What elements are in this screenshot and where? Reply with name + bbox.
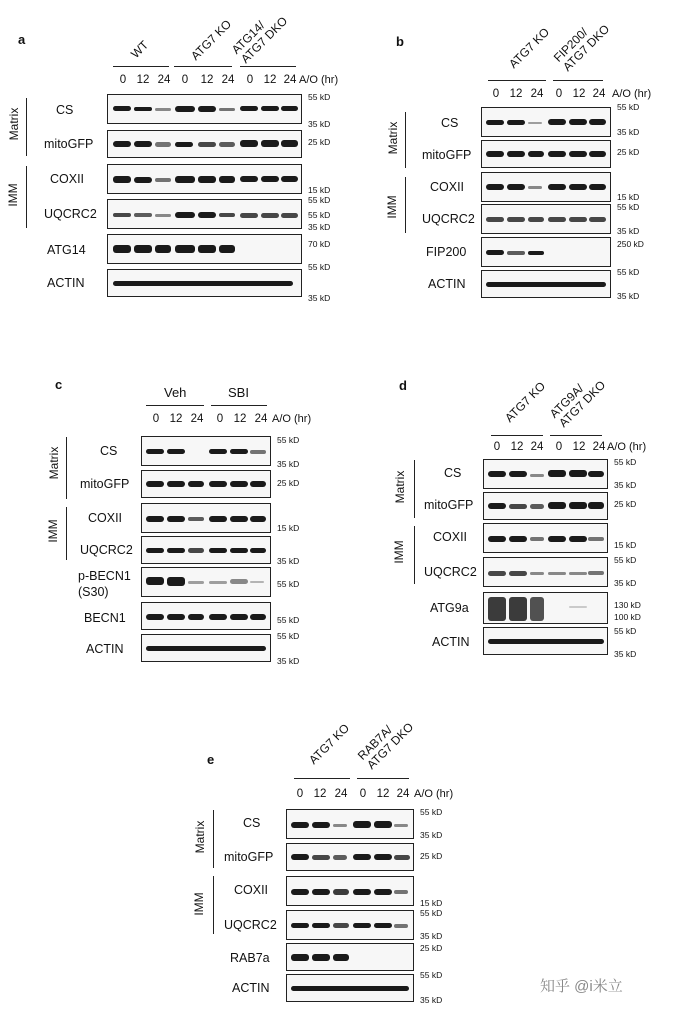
protein-label: ACTIN	[232, 981, 270, 995]
panel-letter: b	[396, 34, 404, 49]
group-label: ATG7 KO	[306, 720, 353, 767]
blot-coxii	[483, 523, 608, 553]
timepoint: 12	[572, 88, 586, 100]
timepoint: 0	[555, 441, 563, 453]
watermark: 知乎 @i米立	[540, 978, 623, 995]
kd-marker: 35 kD	[420, 995, 443, 1005]
kd-marker: 55 kD	[614, 555, 637, 565]
kd-marker: 35 kD	[617, 226, 640, 236]
panel-letter: d	[399, 378, 407, 393]
blot-cs	[107, 94, 302, 124]
kd-marker: 55 kD	[277, 435, 300, 445]
kd-marker: 130 kD	[614, 600, 641, 610]
blot-actin	[481, 270, 611, 298]
protein-label: p-BECN1 (S30)	[78, 569, 131, 599]
ao-label: A/O (hr)	[607, 441, 647, 453]
section-imm: IMM	[192, 892, 206, 916]
protein-label: COXII	[433, 530, 468, 544]
kd-marker: 25 kD	[420, 851, 443, 861]
timepoint: 0	[152, 413, 160, 425]
section-imm: IMM	[46, 519, 60, 543]
blot-actin	[483, 627, 608, 655]
kd-marker: 35 kD	[277, 656, 300, 666]
blot-coxii	[286, 876, 414, 906]
panel-letter: a	[18, 32, 26, 47]
kd-marker: 25 kD	[614, 499, 637, 509]
section-imm: IMM	[385, 195, 399, 219]
kd-marker: 55 kD	[420, 970, 443, 980]
kd-marker: 35 kD	[420, 830, 443, 840]
timepoint: 12	[313, 788, 327, 800]
blot-coxii	[107, 164, 302, 194]
section-matrix: Matrix	[7, 107, 21, 141]
timepoint: 24	[592, 88, 606, 100]
blot-mitogfp	[286, 843, 414, 871]
timepoint: 24	[254, 413, 268, 425]
panel-letter: c	[55, 377, 63, 392]
protein-label: mitoGFP	[422, 148, 472, 162]
blot-atg9a	[483, 592, 608, 624]
protein-label: ATG14	[47, 243, 86, 257]
timepoint: 12	[509, 88, 523, 100]
protein-label: RAB7a	[230, 951, 270, 965]
blot-actin	[141, 634, 271, 662]
protein-label: ACTIN	[86, 642, 124, 656]
kd-marker: 55 kD	[617, 102, 640, 112]
kd-marker: 15 kD	[617, 192, 640, 202]
group-label: ATG7 KO	[188, 16, 235, 64]
protein-label: COXII	[430, 180, 465, 194]
kd-marker: 35 kD	[617, 291, 640, 301]
timepoint: 0	[181, 74, 189, 86]
kd-marker: 35 kD	[614, 649, 637, 659]
protein-label: CS	[100, 444, 118, 458]
kd-marker: 55 kD	[308, 262, 331, 272]
kd-marker: 35 kD	[420, 931, 443, 941]
kd-marker: 35 kD	[617, 127, 640, 137]
protein-label: FIP200	[426, 245, 467, 259]
timepoint: 12	[572, 441, 586, 453]
kd-marker: 55 kD	[617, 267, 640, 277]
kd-marker: 25 kD	[617, 147, 640, 157]
blot-rab7a	[286, 943, 414, 971]
blot-atg14	[107, 234, 302, 264]
kd-marker: 15 kD	[277, 523, 300, 533]
timepoint: 12	[263, 74, 277, 86]
timepoint: 0	[246, 74, 254, 86]
protein-label: COXII	[88, 511, 123, 525]
timepoint: 12	[376, 788, 390, 800]
protein-label: COXII	[50, 172, 85, 186]
ao-label: A/O (hr)	[299, 74, 339, 86]
blot-actin	[107, 269, 302, 297]
kd-marker: 55 kD	[617, 202, 640, 212]
timepoint: 0	[359, 788, 367, 800]
kd-marker: 35 kD	[308, 222, 331, 232]
blot-uqcrc2	[141, 536, 271, 564]
blot-actin	[286, 974, 414, 1002]
timepoint: 24	[157, 74, 171, 86]
group-label: ATG9A/ ATG7 DKO	[546, 377, 609, 430]
section-matrix: Matrix	[193, 820, 207, 854]
protein-label: mitoGFP	[44, 137, 94, 151]
protein-label: CS	[444, 466, 462, 480]
section-matrix: Matrix	[393, 470, 407, 504]
kd-marker: 55 kD	[277, 615, 300, 625]
blot-fip200	[481, 237, 611, 267]
kd-marker: 35 kD	[308, 119, 331, 129]
timepoint: 0	[492, 88, 500, 100]
timepoint: 0	[555, 88, 563, 100]
kd-marker: 25 kD	[277, 478, 300, 488]
kd-marker: 55 kD	[614, 457, 637, 467]
section-matrix: Matrix	[47, 446, 61, 480]
protein-label: mitoGFP	[224, 850, 274, 864]
protein-label: ACTIN	[428, 277, 466, 291]
kd-marker: 35 kD	[308, 293, 331, 303]
timepoint: 0	[216, 413, 224, 425]
kd-marker: 250 kD	[617, 239, 644, 249]
kd-marker: 25 kD	[308, 137, 331, 147]
kd-marker: 35 kD	[614, 578, 637, 588]
timepoint: 24	[190, 413, 204, 425]
ao-label: A/O (hr)	[272, 413, 312, 425]
protein-label: UQCRC2	[224, 918, 277, 932]
section-imm: IMM	[6, 183, 20, 207]
protein-label: ACTIN	[432, 635, 470, 649]
blot-becn1	[141, 602, 271, 630]
kd-marker: 55 kD	[308, 195, 331, 205]
blot-coxii	[141, 503, 271, 533]
protein-label: mitoGFP	[424, 498, 474, 512]
timepoint: 24	[530, 441, 544, 453]
blot-coxii	[481, 172, 611, 202]
blot-uqcrc2	[286, 910, 414, 940]
timepoint: 24	[221, 74, 235, 86]
timepoint: 24	[396, 788, 410, 800]
group-label: WT	[128, 37, 152, 61]
blot-cs	[286, 809, 414, 839]
timepoint: 0	[119, 74, 127, 86]
protein-label: UQCRC2	[44, 207, 97, 221]
ao-label: A/O (hr)	[612, 88, 652, 100]
kd-marker: 35 kD	[614, 480, 637, 490]
group-label: ATG7 KO	[502, 378, 549, 425]
group-label: SBI	[228, 385, 249, 400]
kd-marker: 55 kD	[277, 631, 300, 641]
kd-marker: 15 kD	[420, 898, 443, 908]
kd-marker: 35 kD	[277, 459, 300, 469]
protein-label: mitoGFP	[80, 477, 130, 491]
timepoint: 0	[493, 441, 501, 453]
timepoint: 24	[530, 88, 544, 100]
ao-label: A/O (hr)	[414, 788, 454, 800]
group-label: ATG14/ ATG7 DKO	[228, 13, 291, 66]
blot-mitogfp	[481, 140, 611, 168]
timepoint: 12	[200, 74, 214, 86]
timepoint: 24	[283, 74, 297, 86]
kd-marker: 15 kD	[614, 540, 637, 550]
blot-mitogfp	[141, 470, 271, 498]
kd-marker: 55 kD	[308, 92, 331, 102]
kd-marker: 15 kD	[308, 185, 331, 195]
kd-marker: 55 kD	[420, 908, 443, 918]
blot-mitogfp	[483, 492, 608, 520]
blot-uqcrc2	[107, 199, 302, 229]
timepoint: 12	[136, 74, 150, 86]
protein-label: UQCRC2	[424, 565, 477, 579]
kd-marker: 100 kD	[614, 612, 641, 622]
kd-marker: 55 kD	[420, 807, 443, 817]
timepoint: 12	[233, 413, 247, 425]
group-label: Veh	[164, 385, 187, 400]
timepoint: 0	[296, 788, 304, 800]
kd-marker: 25 kD	[420, 943, 443, 953]
section-imm: IMM	[392, 540, 406, 564]
group-label: RAB7A/ ATG7 DKO	[354, 719, 417, 772]
timepoint: 12	[510, 441, 524, 453]
blot-cs	[481, 107, 611, 137]
protein-label: CS	[56, 103, 74, 117]
blot-uqcrc2	[483, 557, 608, 587]
group-label: ATG7 KO	[506, 24, 553, 72]
protein-label: CS	[441, 116, 459, 130]
protein-label: ACTIN	[47, 276, 85, 290]
kd-marker: 70 kD	[308, 239, 331, 249]
timepoint: 24	[592, 441, 606, 453]
protein-label: BECN1	[84, 611, 126, 625]
kd-marker: 35 kD	[277, 556, 300, 566]
protein-label: CS	[243, 816, 261, 830]
section-matrix: Matrix	[386, 121, 400, 155]
blot-uqcrc2	[481, 204, 611, 234]
kd-marker: 55 kD	[277, 579, 300, 589]
blot-cs	[483, 459, 608, 489]
kd-marker: 55 kD	[614, 626, 637, 636]
blot-cs	[141, 436, 271, 466]
protein-label: UQCRC2	[422, 212, 475, 226]
blot-mitogfp	[107, 130, 302, 158]
group-label: FIP200/ ATG7 DKO	[550, 21, 613, 74]
timepoint: 12	[169, 413, 183, 425]
panel-letter: e	[207, 752, 215, 767]
protein-label: ATG9a	[430, 601, 469, 615]
blot-p-becn1	[141, 567, 271, 597]
protein-label: COXII	[234, 883, 269, 897]
protein-label: UQCRC2	[80, 543, 133, 557]
kd-marker: 55 kD	[308, 210, 331, 220]
timepoint: 24	[334, 788, 348, 800]
